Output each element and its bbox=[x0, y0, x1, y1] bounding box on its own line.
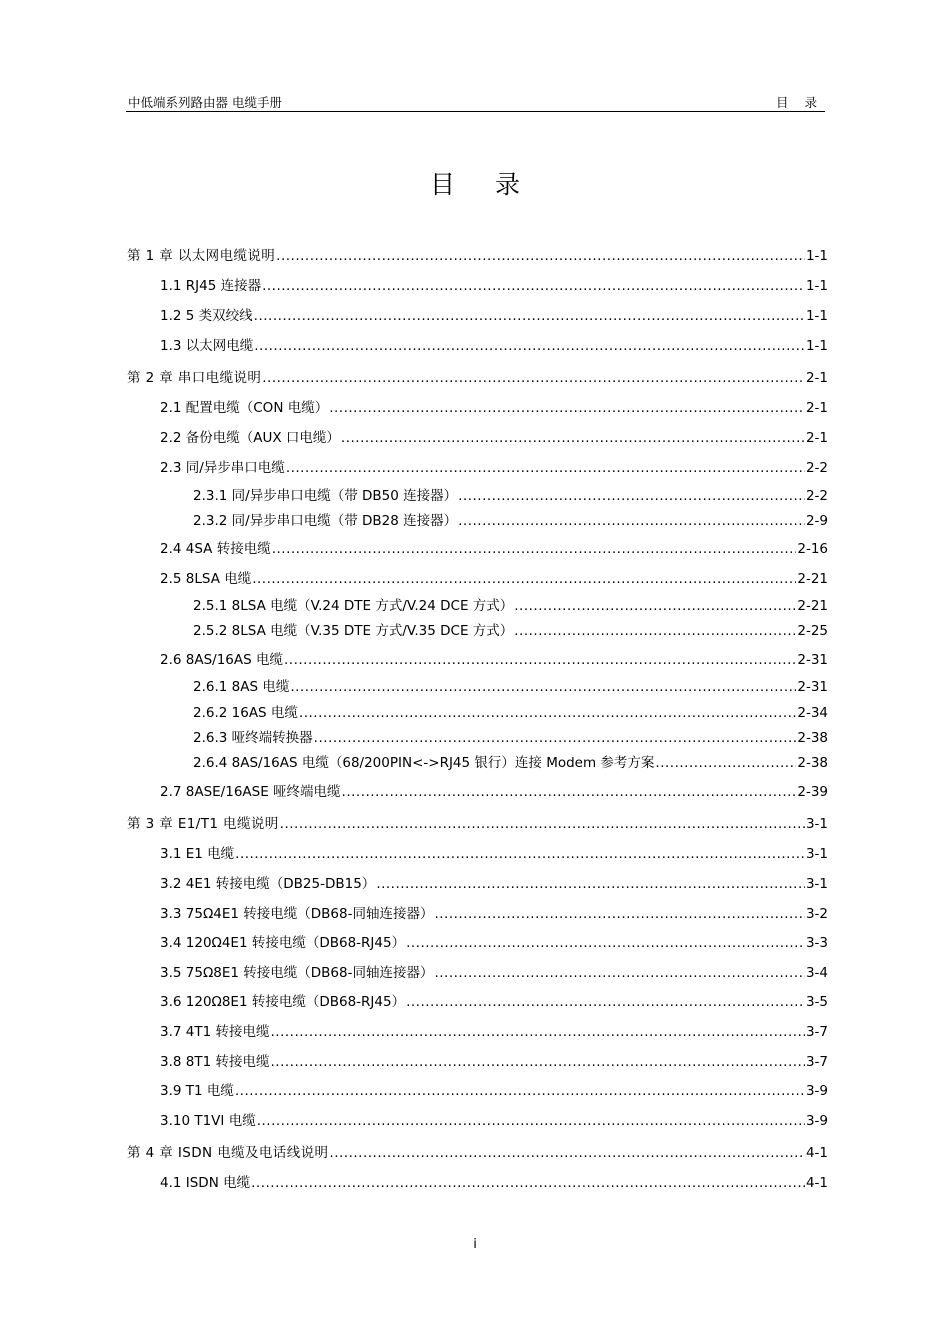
toc-entry[interactable] bbox=[193, 619, 828, 639]
toc-entry-page: 2-34 bbox=[797, 705, 828, 721]
toc-entry-label: 2.6 8AS/16AS 电缆 bbox=[160, 652, 283, 668]
toc-leader-dots bbox=[314, 730, 797, 746]
toc-entry-label: 2.6.1 8AS 电缆 bbox=[193, 679, 290, 695]
toc-entry-label: 3.9 T1 电缆 bbox=[160, 1083, 234, 1099]
toc-leader-dots bbox=[406, 994, 805, 1010]
toc-entry-page: 3-5 bbox=[805, 994, 828, 1010]
toc-entry-page: 2-25 bbox=[797, 623, 828, 639]
toc-entry[interactable] bbox=[160, 1079, 828, 1099]
toc-entry-label: 2.5 8LSA 电缆 bbox=[160, 571, 252, 587]
toc-entry-label: 第 2 章 串口电缆说明 bbox=[127, 370, 262, 386]
toc-entry-label: 2.3.2 同/异步串口电缆（带 DB28 连接器） bbox=[193, 513, 458, 529]
toc-entry[interactable] bbox=[160, 990, 828, 1010]
toc-entry-label: 3.6 120Ω8E1 转接电缆（DB68-RJ45） bbox=[160, 994, 406, 1010]
toc-entry-label: 1.1 RJ45 连接器 bbox=[160, 278, 262, 294]
toc-entry-page: 2-1 bbox=[805, 430, 828, 446]
toc-leader-dots bbox=[254, 308, 805, 324]
toc-entry-page: 2-21 bbox=[797, 598, 828, 614]
toc-leader-dots bbox=[299, 705, 796, 721]
toc-leader-dots bbox=[514, 598, 796, 614]
toc-entry-label: 3.10 T1VI 电缆 bbox=[160, 1113, 256, 1129]
toc-entry[interactable] bbox=[160, 902, 828, 922]
toc-entry-page: 2-21 bbox=[797, 571, 828, 587]
page-number: i bbox=[473, 1237, 477, 1252]
toc-entry-label: 2.1 配置电缆（CON 电缆） bbox=[160, 400, 329, 416]
toc-entry-page: 3-9 bbox=[805, 1113, 828, 1129]
toc-leader-dots bbox=[458, 488, 805, 504]
toc-entry-page: 1-1 bbox=[805, 248, 828, 264]
toc-leader-dots bbox=[276, 248, 805, 264]
toc-entry[interactable] bbox=[160, 872, 828, 892]
toc-entry[interactable] bbox=[193, 751, 828, 771]
toc-entry[interactable] bbox=[160, 426, 828, 446]
toc-entry-label: 4.1 ISDN 电缆 bbox=[160, 1175, 251, 1191]
toc-entry[interactable] bbox=[127, 1141, 828, 1161]
toc-leader-dots bbox=[251, 1175, 805, 1191]
toc-entry-page: 3-4 bbox=[805, 965, 828, 981]
toc-entry-label: 第 1 章 以太网电缆说明 bbox=[127, 248, 276, 264]
toc-entry[interactable] bbox=[160, 648, 828, 668]
toc-leader-dots bbox=[434, 906, 804, 922]
toc-entry[interactable] bbox=[160, 1050, 828, 1070]
toc-leader-dots bbox=[514, 623, 796, 639]
toc-entry-page: 4-1 bbox=[805, 1145, 828, 1161]
toc-entry[interactable] bbox=[193, 701, 828, 721]
toc-leader-dots bbox=[262, 278, 805, 294]
toc-leader-dots bbox=[458, 513, 805, 529]
toc-leader-dots bbox=[272, 541, 797, 557]
toc-entry-page: 3-3 bbox=[805, 935, 828, 951]
toc-entry-label: 2.6.2 16AS 电缆 bbox=[193, 705, 298, 721]
toc-entry[interactable] bbox=[160, 537, 828, 557]
toc-entry[interactable] bbox=[160, 274, 828, 294]
toc-entry-page: 3-9 bbox=[805, 1083, 828, 1099]
toc-entry-label: 2.4 4SA 转接电缆 bbox=[160, 541, 271, 557]
page-header bbox=[126, 93, 825, 112]
toc-entry[interactable] bbox=[160, 334, 828, 354]
toc-entry-label: 2.5.1 8LSA 电缆（V.24 DTE 方式/V.24 DCE 方式） bbox=[193, 598, 514, 614]
toc-entry[interactable] bbox=[160, 1020, 828, 1040]
toc-entry[interactable] bbox=[160, 1171, 828, 1191]
toc-entry-label: 第 4 章 ISDN 电缆及电话线说明 bbox=[127, 1145, 329, 1161]
toc-entry[interactable] bbox=[193, 594, 828, 614]
toc-entry[interactable] bbox=[160, 304, 828, 324]
toc-entry-page: 1-1 bbox=[805, 338, 828, 354]
toc-entry[interactable] bbox=[160, 780, 828, 800]
toc-entry-label: 2.6.3 哑终端转换器 bbox=[193, 730, 313, 746]
toc-leader-dots bbox=[257, 1113, 805, 1129]
toc-entry[interactable] bbox=[193, 726, 828, 746]
toc-entry[interactable] bbox=[160, 931, 828, 951]
toc-leader-dots bbox=[341, 430, 805, 446]
page-title: 目 录 bbox=[430, 170, 536, 199]
toc-entry-page: 2-9 bbox=[805, 513, 828, 529]
toc-leader-dots bbox=[270, 1024, 804, 1040]
toc-entry-page: 3-1 bbox=[805, 816, 828, 832]
toc-entry-label: 3.3 75Ω4E1 转接电缆（DB68-同轴连接器） bbox=[160, 906, 434, 922]
toc-entry-page: 4-1 bbox=[805, 1175, 828, 1191]
header-section-title: 目 录 bbox=[776, 95, 823, 110]
toc-leader-dots bbox=[290, 679, 796, 695]
toc-entry-page: 3-7 bbox=[805, 1054, 828, 1070]
toc-entry-label: 第 3 章 E1/T1 电缆说明 bbox=[127, 816, 279, 832]
toc-entry[interactable] bbox=[160, 396, 828, 416]
toc-entry[interactable] bbox=[193, 509, 828, 529]
toc-entry[interactable] bbox=[160, 842, 828, 862]
toc-leader-dots bbox=[252, 571, 796, 587]
toc-entry-page: 2-1 bbox=[805, 370, 828, 386]
toc-entry[interactable] bbox=[193, 675, 828, 695]
toc-entry-label: 3.7 4T1 转接电缆 bbox=[160, 1024, 270, 1040]
toc-leader-dots bbox=[329, 400, 805, 416]
toc-entry-page: 2-1 bbox=[805, 400, 828, 416]
toc-entry-page: 1-1 bbox=[805, 278, 828, 294]
toc-leader-dots bbox=[280, 816, 805, 832]
toc-entry-label: 3.2 4E1 转接电缆（DB25-DB15） bbox=[160, 876, 376, 892]
toc-entry[interactable] bbox=[127, 812, 828, 832]
toc-leader-dots bbox=[254, 338, 805, 354]
toc-entry-label: 3.5 75Ω8E1 转接电缆（DB68-同轴连接器） bbox=[160, 965, 434, 981]
toc-leader-dots bbox=[235, 846, 805, 862]
toc-entry-label: 1.2 5 类双绞线 bbox=[160, 308, 253, 324]
toc-entry-page: 1-1 bbox=[805, 308, 828, 324]
toc-entry-page: 2-2 bbox=[805, 460, 828, 476]
toc-entry-page: 3-1 bbox=[805, 876, 828, 892]
toc-entry-label: 2.3 同/异步串口电缆 bbox=[160, 460, 285, 476]
toc-entry[interactable] bbox=[160, 961, 828, 981]
toc-leader-dots bbox=[235, 1083, 805, 1099]
toc-leader-dots bbox=[655, 755, 796, 771]
toc-entry[interactable] bbox=[160, 567, 828, 587]
toc-entry-page: 2-38 bbox=[797, 730, 828, 746]
toc-leader-dots bbox=[270, 1054, 804, 1070]
toc-entry-page: 3-1 bbox=[805, 846, 828, 862]
toc-entry-label: 3.4 120Ω4E1 转接电缆（DB68-RJ45） bbox=[160, 935, 406, 951]
toc-entry[interactable] bbox=[160, 1109, 828, 1129]
toc-leader-dots bbox=[342, 784, 797, 800]
toc-entry-page: 2-31 bbox=[797, 679, 828, 695]
toc-entry-label: 3.8 8T1 转接电缆 bbox=[160, 1054, 270, 1070]
toc-leader-dots bbox=[284, 652, 796, 668]
toc-leader-dots bbox=[434, 965, 804, 981]
toc-entry-label: 2.3.1 同/异步串口电缆（带 DB50 连接器） bbox=[193, 488, 458, 504]
toc-entry-page: 2-16 bbox=[797, 541, 828, 557]
toc-entry-label: 2.7 8ASE/16ASE 哑终端电缆 bbox=[160, 784, 341, 800]
toc-leader-dots bbox=[286, 460, 805, 476]
toc-entry[interactable] bbox=[193, 484, 828, 504]
toc-entry-page: 3-7 bbox=[805, 1024, 828, 1040]
toc-entry-page: 2-38 bbox=[797, 755, 828, 771]
toc-entry-label: 2.5.2 8LSA 电缆（V.35 DTE 方式/V.35 DCE 方式） bbox=[193, 623, 514, 639]
toc-entry-page: 3-2 bbox=[805, 906, 828, 922]
toc-entry-page: 2-39 bbox=[797, 784, 828, 800]
toc-entry-label: 3.1 E1 电缆 bbox=[160, 846, 235, 862]
toc-entry[interactable] bbox=[127, 244, 828, 264]
toc-entry[interactable] bbox=[160, 456, 828, 476]
header-doc-title: 中低端系列路由器 电缆手册 bbox=[128, 95, 282, 110]
toc-leader-dots bbox=[329, 1145, 805, 1161]
toc-leader-dots bbox=[406, 935, 805, 951]
toc-entry-label: 1.3 以太网电缆 bbox=[160, 338, 254, 354]
toc-entry-label: 2.6.4 8AS/16AS 电缆（68/200PIN<->RJ45 银行）连接 Modem 参考方案 bbox=[193, 755, 655, 771]
toc-leader-dots bbox=[376, 876, 805, 892]
toc-entry[interactable] bbox=[127, 366, 828, 386]
toc-entry-label: 2.2 备份电缆（AUX 口电缆） bbox=[160, 430, 340, 446]
toc-leader-dots bbox=[262, 370, 805, 386]
toc-entry-page: 2-31 bbox=[797, 652, 828, 668]
toc-entry-page: 2-2 bbox=[805, 488, 828, 504]
